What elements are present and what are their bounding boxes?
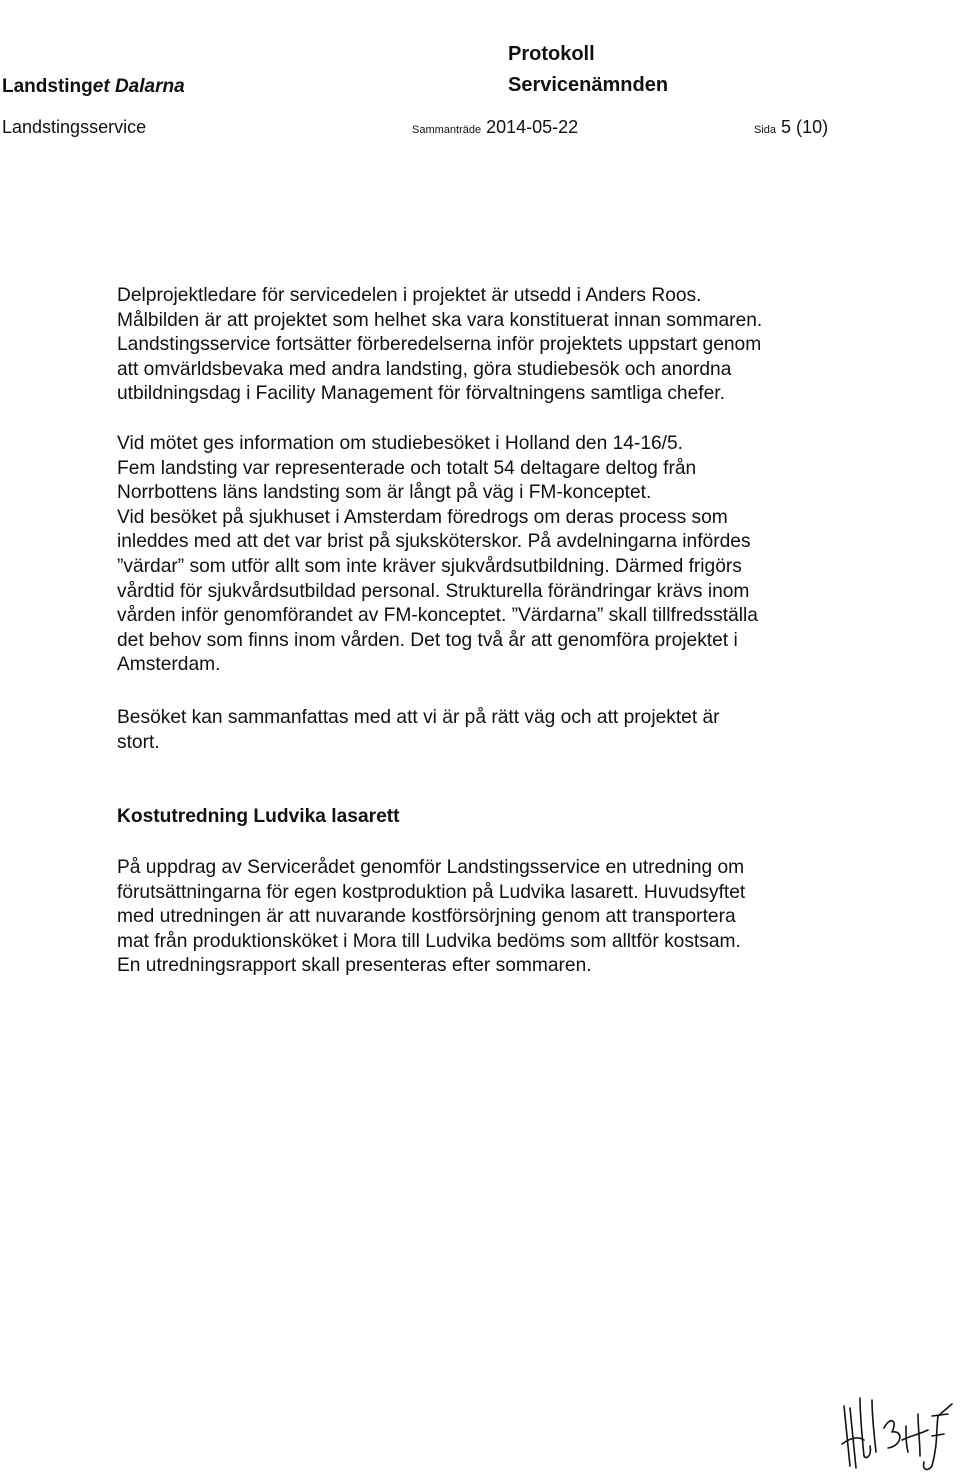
text-line: att omvärldsbevaka med andra landsting, göra studiebesök och anordna	[117, 358, 732, 380]
meeting-date: Sammanträde 2014-05-22	[412, 117, 579, 137]
text-line: inleddes med att det var brist på sjuksköterskor. På avdelningarna infördes	[117, 531, 751, 553]
organization-name: Landstinget Dalarna	[2, 76, 185, 97]
text-line: Besöket kan sammanfattas med att vi är på rätt väg och att projektet är	[117, 707, 720, 728]
text-line: mat från produktionsköket i Mora till Ludvika bedöms som alltför kostsam.	[117, 930, 741, 952]
signature-initials	[838, 1386, 958, 1476]
text-line: Vid mötet ges information om studiebesöket i Holland den 14-16/5.	[117, 433, 684, 454]
text-line: stort.	[117, 731, 160, 753]
section-kostutredning	[117, 805, 857, 830]
department-name: Landstingsservice	[2, 117, 147, 137]
text-line: utbildningsdag i Facility Management för förvaltningens samtliga chefer.	[117, 383, 725, 405]
text-line: Landstingsservice fortsätter förberedelserna inför projektets uppstart genom	[117, 334, 762, 356]
text-line: med utredningen är att nuvarande kostförsörjning genom att transportera	[117, 906, 736, 928]
text-line: Amsterdam.	[117, 654, 221, 676]
text-line: På uppdrag av Servicerådet genomför Landstingsservice en utredning om	[117, 857, 745, 878]
text-line: vården inför genomförandet av FM-konceptet. ”Värdarna” skall tillfredsställa	[117, 605, 758, 627]
text-line: ”värdar” som utför allt som inte kräver sjukvårdsutbildning. Därmed frigörs	[117, 555, 742, 577]
text-line: Målbilden är att projektet som helhet ska vara konstituerat innan sommaren.	[117, 309, 763, 331]
text-line: En utredningsrapport skall presenteras efter sommaren.	[117, 955, 592, 977]
text-line: förutsättningarna för egen kostproduktion på Ludvika lasarett. Huvudsyftet	[117, 881, 746, 903]
section-heading: Kostutredning Ludvika lasarett	[117, 806, 400, 827]
paragraph-kostutredning	[117, 856, 857, 979]
text-line: Vid besöket på sjukhuset i Amsterdam föredrogs om deras process som	[117, 506, 728, 528]
text-line: det behov som finns inom vården. Det tog två år att genomföra projektet i	[117, 629, 738, 651]
text-line: Fem landsting var representerade och totalt 54 deltagare deltog från	[117, 457, 697, 479]
paragraph-study-visit	[117, 432, 857, 678]
document-type: Protokoll	[508, 43, 595, 65]
board-name: Servicenämnden	[508, 74, 669, 96]
text-line: Delprojektledare för servicedelen i projektet är utsedd i Anders Roos.	[117, 285, 702, 306]
paragraph-summary	[117, 706, 857, 755]
paragraph-project-status	[117, 284, 857, 407]
text-line: Norrbottens läns landsting som är långt på väg i FM-konceptet.	[117, 482, 652, 504]
page-number: Sida 5 (10)	[754, 117, 829, 137]
text-line: vårdtid för sjukvårdsutbildad personal. Strukturella förändringar krävs inom	[117, 580, 750, 602]
